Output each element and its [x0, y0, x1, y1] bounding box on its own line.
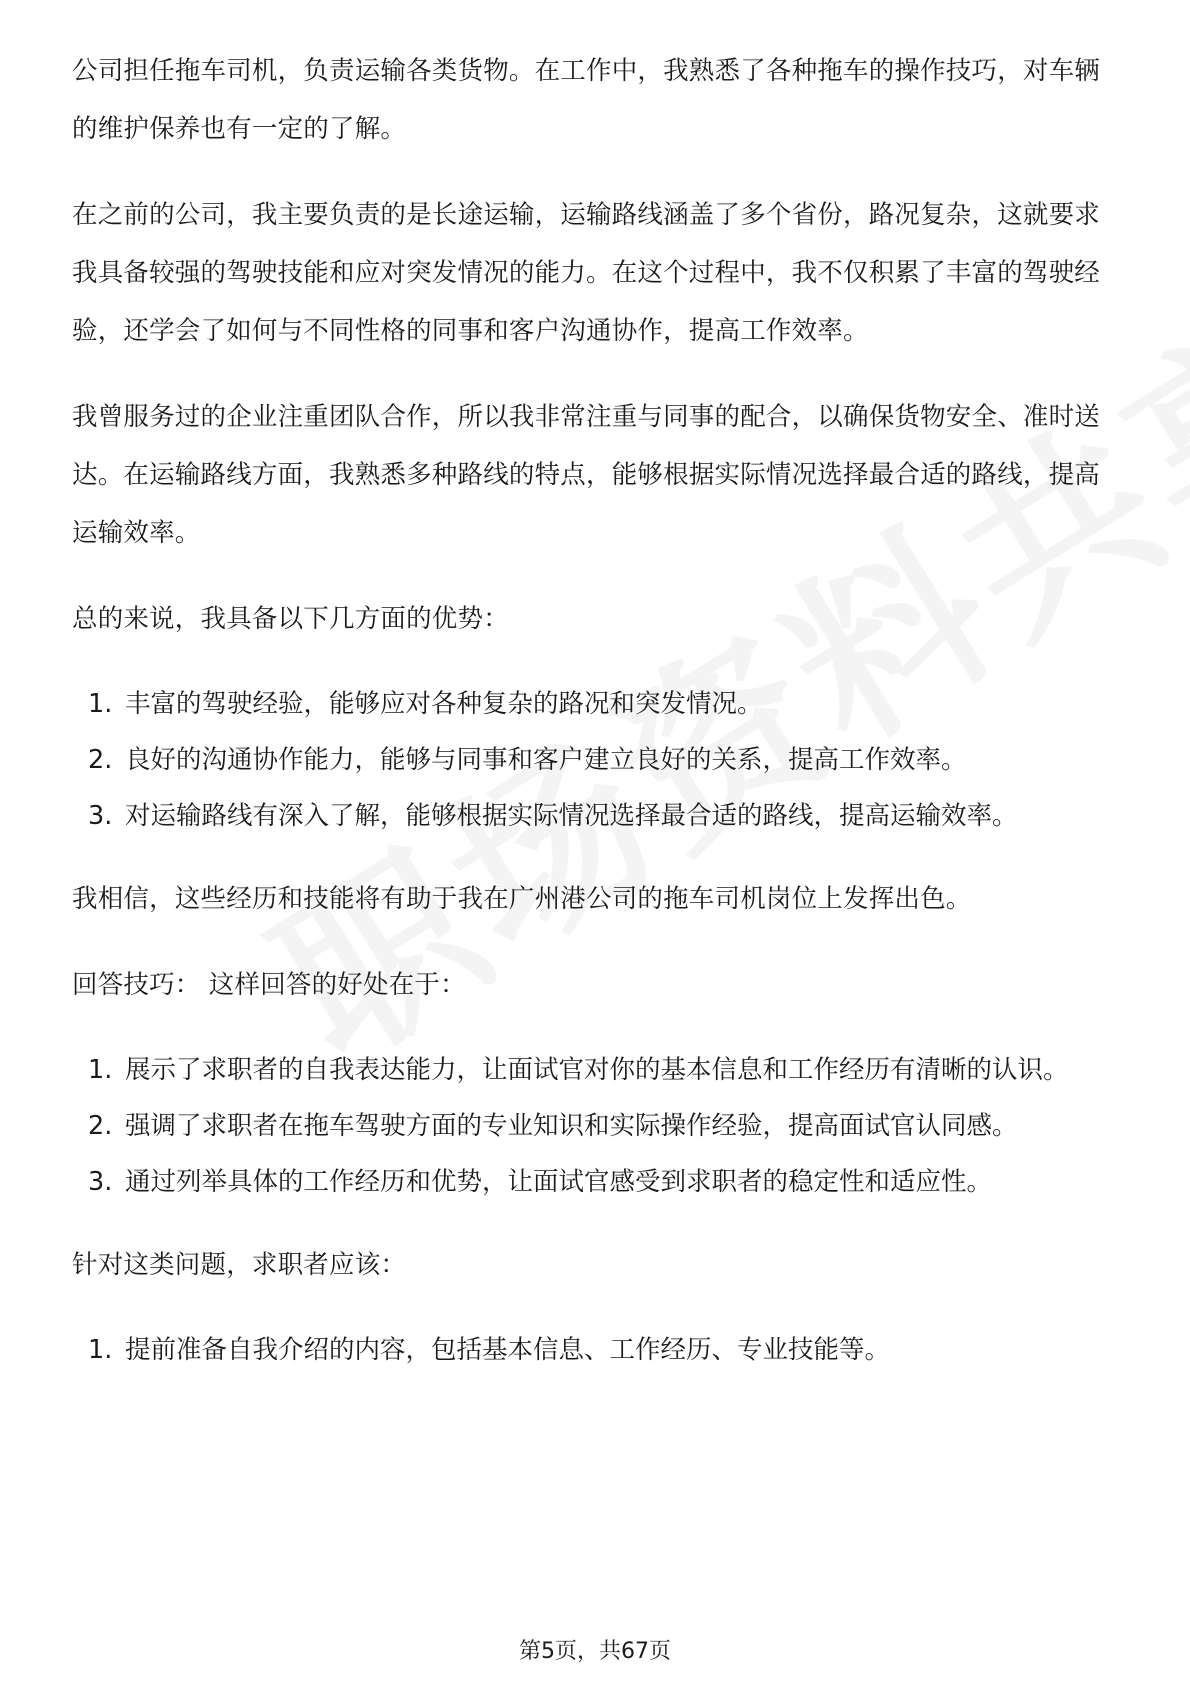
list-text: 通过列举具体的工作经历和优势，让面试官感受到求职者的稳定性和适应性。 [125, 1167, 993, 1197]
list-text: 丰富的驾驶经验，能够应对各种复杂的路况和突发情况。 [125, 689, 763, 719]
list-item [72, 1098, 1122, 1154]
list-text: 对运输路线有深入了解，能够根据实际情况选择最合适的路线，提高运输效率。 [125, 801, 1018, 831]
page-footer: 第5页，共67页 [519, 1639, 671, 1664]
paragraph-teamwork: 我曾服务过的企业注重团队合作，所以我非常注重与同事的配合，以确保货物安全、准时送达。在运输路线方面，我熟悉多种路线的特点，能够根据实际情况选择最合适的路线，提高运输效率。 [72, 402, 1101, 548]
list-text: 良好的沟通协作能力，能够与同事和客户建立良好的关系，提高工作效率。 [125, 745, 967, 775]
paragraph-advantages-intro: 总的来说，我具备以下几方面的优势： [72, 604, 509, 634]
list-text: 展示了求职者的自我表达能力，让面试官对你的基本信息和工作经历有清晰的认识。 [125, 1055, 1069, 1085]
list-number: 1. [88, 1055, 113, 1085]
list-item [72, 788, 1122, 844]
paragraph-advice-intro: 针对这类问题，求职者应该： [72, 1250, 407, 1280]
paragraph-answer-tips: 回答技巧： 这样回答的好处在于： [72, 970, 466, 1000]
document-body [72, 42, 1122, 1404]
list-item [72, 732, 1122, 788]
list-number: 3. [88, 801, 113, 831]
paragraph-previous-company: 在之前的公司，我主要负责的是长途运输，运输路线涵盖了多个省份，路况复杂，这就要求我具备较强的驾驶技能和应对突发情况的能力。在这个过程中，我不仅积累了丰富的驾驶经验，还学会了如何与不同性格的同事和客户沟通协作，提高工作效率。 [72, 200, 1101, 346]
list-item [72, 1322, 1122, 1378]
list-item [72, 676, 1122, 732]
advantages-list [72, 676, 1122, 844]
benefits-list [72, 1042, 1122, 1210]
paragraph-conclusion: 我相信，这些经历和技能将有助于我在广州港公司的拖车司机岗位上发挥出色。 [72, 884, 972, 914]
list-number: 2. [88, 745, 113, 775]
list-number: 1. [88, 1335, 113, 1365]
list-item [72, 1042, 1122, 1098]
list-number: 2. [88, 1111, 113, 1141]
list-text: 提前准备自我介绍的内容，包括基本信息、工作经历、专业技能等。 [125, 1335, 891, 1365]
list-text: 强调了求职者在拖车驾驶方面的专业知识和实际操作经验，提高面试官认同感。 [125, 1111, 1018, 1141]
advice-list [72, 1322, 1122, 1378]
paragraph-work-intro: 公司担任拖车司机，负责运输各类货物。在工作中，我熟悉了各种拖车的操作技巧，对车辆的维护保养也有一定的了解。 [72, 56, 1101, 144]
list-number: 1. [88, 689, 113, 719]
list-number: 3. [88, 1167, 113, 1197]
list-item [72, 1154, 1122, 1210]
